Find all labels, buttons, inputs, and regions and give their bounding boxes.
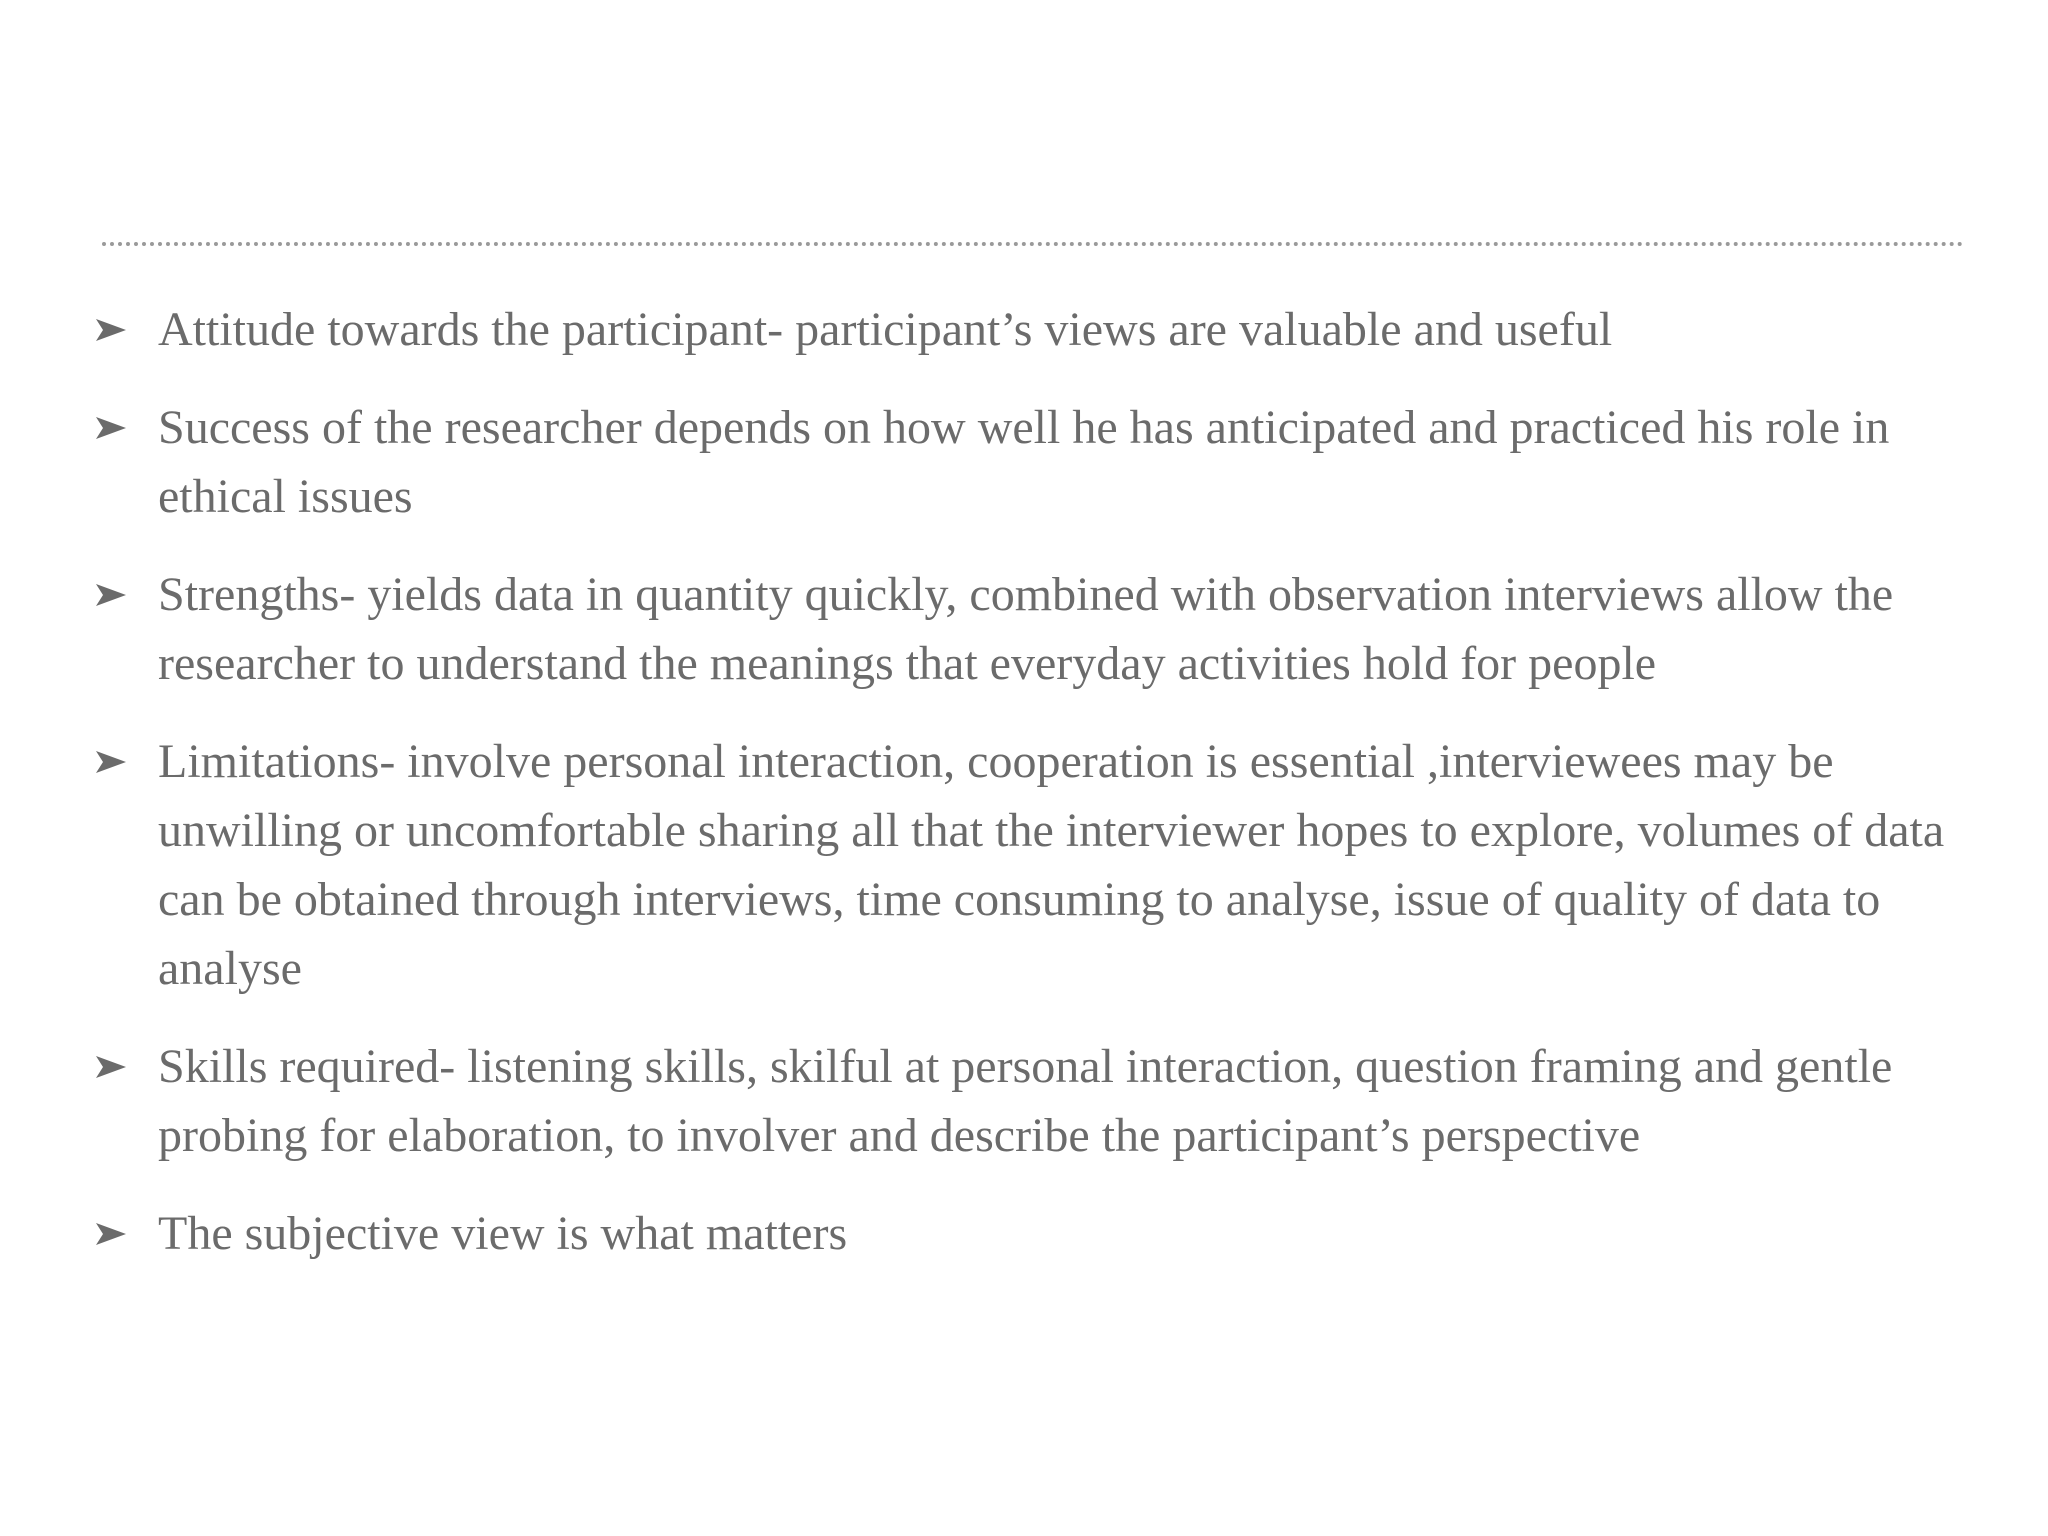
bullet-list bbox=[96, 295, 1976, 1297]
list-item bbox=[96, 295, 1976, 364]
bullet-text: Limitations- involve personal interaction, cooperation is essential ,interviewees may be unwilling or uncomfortable sharing all that the interviewer hopes to explore, volumes of data can be obtained through interviews, time consuming to analyse, issue of quality of data to analyse bbox=[158, 735, 1945, 995]
bullet-text: Attitude towards the participant- participant’s views are valuable and useful bbox=[158, 303, 1613, 356]
bullet-text: Skills required- listening skills, skilful at personal interaction, question framing and gentle probing for elaboration, to involver and describe the participant’s perspective bbox=[158, 1040, 1893, 1162]
arrowhead-bullet-icon bbox=[96, 560, 132, 629]
arrowhead-bullet-icon bbox=[96, 727, 132, 796]
arrowhead-bullet-icon bbox=[96, 393, 132, 462]
arrowhead-bullet-icon bbox=[96, 1199, 132, 1268]
list-item bbox=[96, 727, 1976, 1003]
arrowhead-bullet-icon bbox=[96, 295, 132, 364]
bullet-text: Success of the researcher depends on how well he has anticipated and practiced his role in ethical issues bbox=[158, 401, 1890, 523]
list-item bbox=[96, 1032, 1976, 1170]
arrowhead-bullet-icon bbox=[96, 1032, 132, 1101]
list-item bbox=[96, 393, 1976, 531]
list-item bbox=[96, 560, 1976, 698]
list-item bbox=[96, 1199, 1976, 1268]
dotted-divider bbox=[102, 242, 1964, 246]
bullet-text: The subjective view is what matters bbox=[158, 1207, 848, 1260]
bullet-text: Strengths- yields data in quantity quickly, combined with observation interviews allow the researcher to understand the meanings that everyday activities hold for people bbox=[158, 568, 1894, 690]
